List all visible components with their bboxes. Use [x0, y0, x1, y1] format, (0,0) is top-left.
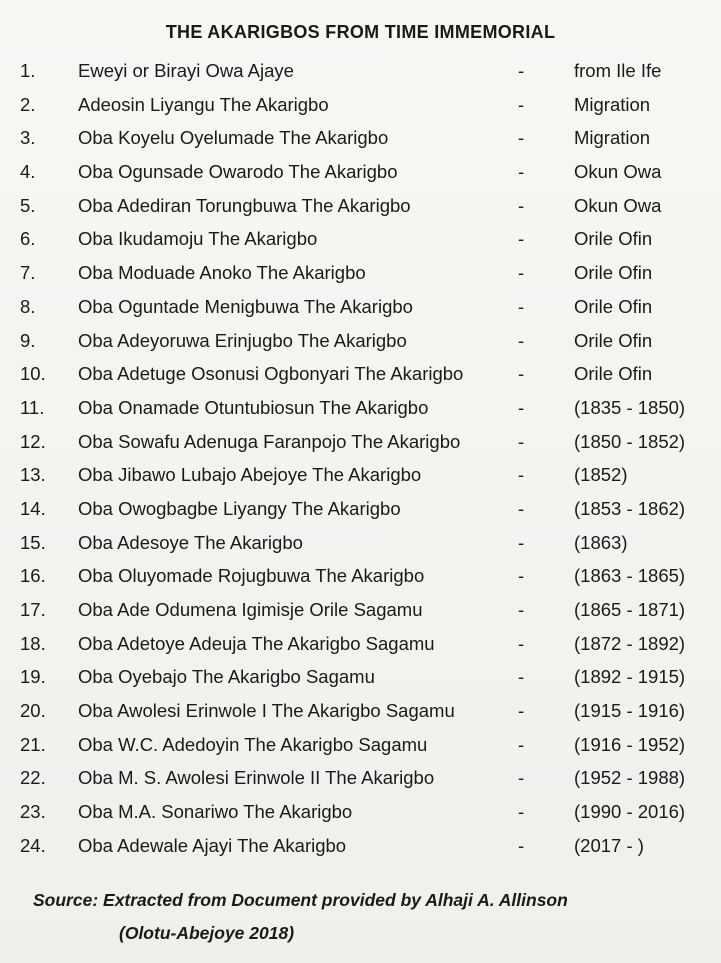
entry-number: 23.	[20, 801, 46, 823]
entry-name: Oba Onamade Otuntubiosun The Akarigbo	[78, 396, 429, 418]
entry-dash: -	[518, 127, 525, 149]
entry-number: 14.	[20, 497, 46, 519]
entry-origin-or-years: (1990 - 2016)	[574, 801, 686, 823]
entry-name: Oba Adetuge Osonusi Ogbonyari The Akarigbo	[78, 363, 464, 385]
entry-name: Oba Adediran Torungbuwa The Akarigbo	[78, 194, 411, 216]
entry-dash: -	[518, 700, 525, 722]
entry-dash: -	[518, 767, 525, 789]
list-item	[0, 795, 721, 829]
entry-name: Oba Adesoye The Akarigbo	[78, 531, 303, 553]
entry-dash: -	[518, 228, 525, 250]
list-item	[0, 829, 721, 863]
entry-origin-or-years: (2017 - )	[574, 834, 644, 856]
entry-number: 18.	[20, 632, 46, 654]
entry-number: 21.	[20, 733, 46, 755]
entry-number: 3.	[20, 127, 36, 149]
entry-number: 20.	[20, 700, 46, 722]
entry-origin-or-years: (1892 - 1915)	[574, 666, 686, 688]
entry-dash: -	[518, 194, 525, 216]
list-item	[0, 155, 721, 189]
list-item	[0, 290, 721, 324]
entry-origin-or-years: (1872 - 1892)	[574, 632, 686, 654]
entry-number: 1.	[20, 60, 36, 81]
entry-name: Oba Oguntade Menigbuwa The Akarigbo	[78, 295, 413, 317]
entry-name: Oba Koyelu Oyelumade The Akarigbo	[78, 127, 389, 149]
list-item	[0, 121, 721, 155]
entry-origin-or-years: (1916 - 1952)	[574, 733, 686, 755]
entry-dash: -	[518, 363, 525, 385]
entry-origin-or-years: (1863 - 1865)	[574, 565, 686, 587]
entry-name: Oba Oluyomade Rojugbuwa The Akarigbo	[78, 565, 425, 587]
entry-number: 19.	[20, 666, 46, 688]
list-item	[0, 357, 721, 391]
entry-name: Oba M. S. Awolesi Erinwole II The Akarigbo	[78, 767, 435, 789]
entry-dash: -	[518, 329, 525, 351]
entry-dash: -	[518, 599, 525, 620]
entry-origin-or-years: (1850 - 1852)	[574, 430, 686, 452]
entry-name: Eweyi or Birayi Owa Ajaye	[78, 60, 294, 81]
page-title: THE AKARIGBOS FROM TIME IMMEMORIAL	[165, 22, 556, 42]
entry-origin-or-years: (1863)	[574, 531, 628, 553]
entry-dash: -	[518, 666, 525, 688]
entry-name: Oba Oyebajo The Akarigbo Sagamu	[78, 666, 375, 688]
entry-number: 11.	[20, 396, 45, 418]
source-line-2: (Olotu-Abejoye 2018)	[119, 923, 295, 943]
entry-origin-or-years: (1853 - 1862)	[574, 497, 686, 519]
entry-origin-or-years: Orile Ofin	[574, 262, 653, 284]
entry-number: 15.	[20, 531, 46, 553]
entry-number: 22.	[20, 767, 46, 789]
akarigbo-list	[0, 54, 721, 863]
entry-dash: -	[518, 565, 525, 587]
entry-origin-or-years: (1852)	[574, 464, 628, 486]
entry-number: 17.	[20, 599, 46, 620]
entry-name: Oba Jibawo Lubajo Abejoye The Akarigbo	[78, 464, 422, 486]
list-item	[0, 256, 721, 290]
list-item	[0, 593, 721, 627]
list-item	[0, 189, 721, 223]
entry-dash: -	[518, 295, 525, 317]
entry-name: Oba Ikudamoju The Akarigbo	[78, 228, 318, 250]
entry-number: 10.	[20, 363, 46, 385]
entry-dash: -	[518, 497, 525, 519]
entry-dash: -	[518, 161, 525, 183]
list-item	[0, 559, 721, 593]
entry-number: 7.	[20, 262, 36, 284]
list-item	[0, 627, 721, 661]
entry-origin-or-years: Orile Ofin	[574, 363, 653, 385]
entry-name: Oba Adeyoruwa Erinjugbo The Akarigbo	[78, 329, 407, 351]
entry-number: 8.	[20, 295, 36, 317]
entry-dash: -	[518, 262, 525, 284]
entry-name: Oba Ogunsade Owarodo The Akarigbo	[78, 161, 398, 183]
entry-number: 12.	[20, 430, 46, 452]
entry-origin-or-years: Migration	[574, 127, 651, 149]
list-item	[0, 761, 721, 795]
source-note	[33, 884, 693, 950]
entry-dash: -	[518, 632, 525, 654]
entry-name: Oba Adetoye Adeuja The Akarigbo Sagamu	[78, 632, 435, 654]
list-item	[0, 425, 721, 459]
entry-name: Oba Moduade Anoko The Akarigbo	[78, 262, 366, 284]
entry-number: 9.	[20, 329, 36, 351]
entry-number: 16.	[20, 565, 46, 587]
entry-origin-or-years: Okun Owa	[574, 194, 662, 216]
entry-number: 13.	[20, 464, 46, 486]
list-item	[0, 324, 721, 358]
list-item	[0, 526, 721, 560]
entry-origin-or-years: Orile Ofin	[574, 329, 653, 351]
entry-number: 4.	[20, 161, 36, 183]
entry-name: Oba Awolesi Erinwole I The Akarigbo Sagamu	[78, 700, 455, 722]
entry-number: 24.	[20, 834, 46, 856]
entry-dash: -	[518, 834, 525, 856]
entry-name: Oba Ade Odumena Igimisje Orile Sagamu	[78, 599, 423, 620]
entry-origin-or-years: Migration	[574, 93, 651, 115]
entry-origin-or-years: (1952 - 1988)	[574, 767, 686, 789]
entry-dash: -	[518, 464, 525, 486]
list-item	[0, 694, 721, 728]
list-item	[0, 458, 721, 492]
entry-dash: -	[518, 430, 525, 452]
entry-origin-or-years: (1865 - 1871)	[574, 599, 686, 620]
entry-number: 2.	[20, 93, 36, 115]
entry-origin-or-years: Orile Ofin	[574, 295, 653, 317]
list-item	[0, 728, 721, 762]
entry-dash: -	[518, 531, 525, 553]
list-item	[0, 492, 721, 526]
entry-number: 6.	[20, 228, 36, 250]
source-line-1: Source: Extracted from Document provided by Alhaji A. Allinson	[33, 890, 568, 910]
entry-dash: -	[518, 93, 525, 115]
entry-origin-or-years: Orile Ofin	[574, 228, 653, 250]
list-item	[0, 222, 721, 256]
list-item	[0, 391, 721, 425]
entry-dash: -	[518, 801, 525, 823]
list-item	[0, 88, 721, 122]
list-item	[0, 660, 721, 694]
entry-dash: -	[518, 396, 525, 418]
entry-dash: -	[518, 60, 525, 81]
entry-name: Oba Adewale Ajayi The Akarigbo	[78, 834, 347, 856]
entry-name: Oba M.A. Sonariwo The Akarigbo	[78, 801, 353, 823]
entry-origin-or-years: Okun Owa	[574, 161, 662, 183]
entry-origin-or-years: (1835 - 1850)	[574, 396, 686, 418]
entry-origin-or-years: (1915 - 1916)	[574, 700, 686, 722]
entry-name: Oba Owogbagbe Liyangy The Akarigbo	[78, 497, 401, 519]
entry-name: Oba Sowafu Adenuga Faranpojo The Akarigbo	[78, 430, 461, 452]
list-item	[0, 54, 721, 88]
entry-name: Oba W.C. Adedoyin The Akarigbo Sagamu	[78, 733, 428, 755]
entry-name: Adeosin Liyangu The Akarigbo	[78, 93, 329, 115]
entry-number: 5.	[20, 194, 36, 216]
entry-dash: -	[518, 733, 525, 755]
entry-origin-or-years: from Ile Ife	[574, 60, 662, 81]
